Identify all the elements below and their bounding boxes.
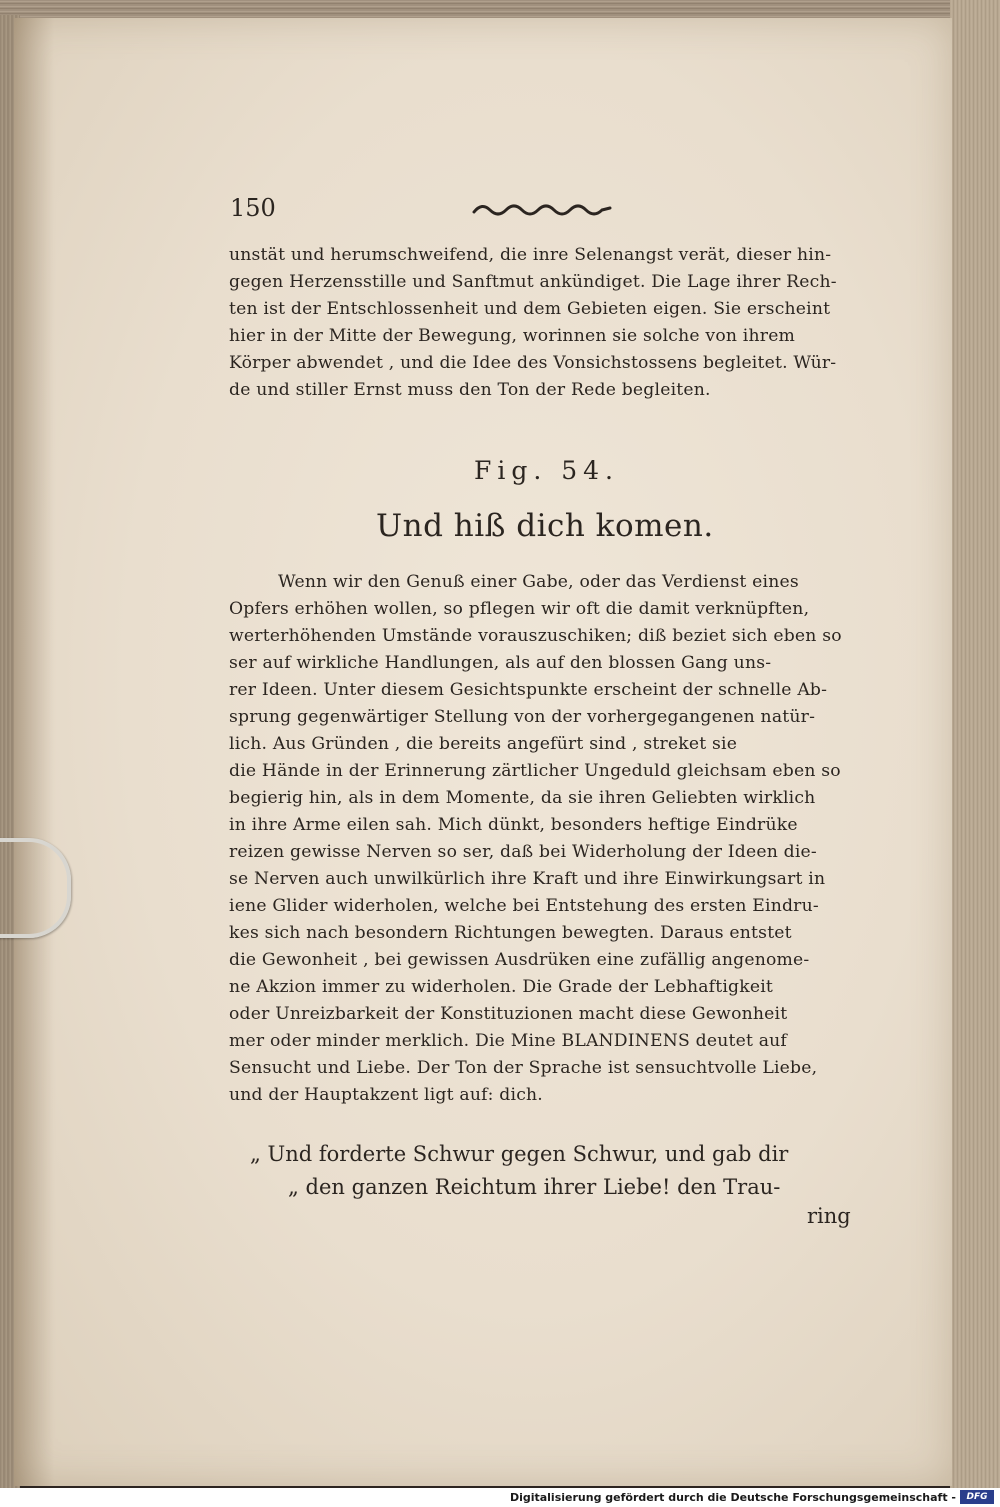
body-text-line-19: Sensucht und Liebe. Der Ton der Sprache ist sensuchtvolle Liebe,	[229, 1058, 818, 1078]
body-text-line-15: die Gewonheit , bei gewissen Ausdrüken eine zufällig angenome-	[229, 950, 810, 970]
body-text-line-4: ser auf wirkliche Handlungen, als auf den blossen Gang uns-	[229, 653, 772, 673]
top-text-line-3: ten ist der Entschlossenheit und dem Gebieten eigen. Sie erscheint	[229, 299, 831, 319]
top-text-line-2: gegen Herzensstille und Sanftmut ankündiget. Die Lage ihrer Rech-	[229, 272, 837, 292]
body-text-line-7: lich. Aus Gründen , die bereits angefürt sind , streket sie	[229, 734, 738, 754]
page-number: 150	[230, 194, 276, 222]
top-text-line-1: unstät und herumschweifend, die inre Selenangst verät, dieser hin-	[229, 245, 832, 265]
top-text-line-4: hier in der Mitte der Bewegung, worinnen sie solche von ihrem	[229, 326, 796, 346]
body-text-line-3: werterhöhenden Umstände vorauszuschiken; diß beziet sich eben so	[229, 626, 842, 646]
wave-ornament-icon	[472, 198, 612, 222]
body-text-line-8: die Hände in der Erinnerung zärtlicher Ungeduld gleichsam eben so	[229, 761, 841, 781]
body-text-line-17: oder Unreizbarkeit der Konstituzionen macht diese Gewonheit	[229, 1004, 788, 1024]
body-text-line-10: in ihre Arme eilen sah. Mich dünkt, besonders heftige Eindrüke	[229, 815, 798, 835]
section-heading: Und hiß dich komen.	[376, 508, 714, 544]
top-text-line-6: de und stiller Ernst muss den Ton der Rede begleiten.	[229, 380, 711, 400]
body-text-line-14: kes sich nach besondern Richtungen bewegten. Daraus entstet	[229, 923, 792, 943]
body-text-line-12: se Nerven auch unwilkürlich ihre Kraft und ihre Einwirkungsart in	[229, 869, 826, 889]
figure-label: Fig. 54.	[474, 456, 619, 485]
body-text-line-5: rer Ideen. Unter diesem Gesichtspunkte erscheint der schnelle Ab-	[229, 680, 828, 700]
page-gutter-shadow	[14, 18, 54, 1486]
body-text-line-9: begierig hin, als in dem Momente, da sie ihren Geliebten wirklich	[229, 788, 816, 808]
digitization-credit: Digitalisierung gefördert durch die Deutsche Forschungsgemeinschaft -	[509, 1491, 956, 1504]
right-page-stack	[950, 0, 1000, 1490]
body-text-line-13: iene Glider widerholen, welche bei Entstehung des ersten Eindru-	[229, 896, 819, 916]
body-text-line-11: reizen gewisse Nerven so ser, daß bei Widerholung der Ideen die-	[229, 842, 817, 862]
verse-line-1: „ Und forderte Schwur gegen Schwur, und gab dir	[250, 1142, 789, 1166]
body-text-line-20: und der Hauptakzent ligt auf: dich.	[229, 1085, 543, 1105]
body-text-line-16: ne Akzion immer zu widerholen. Die Grade der Lebhaftigkeit	[229, 977, 774, 997]
body-text-line-2: Opfers erhöhen wollen, so pflegen wir oft die damit verknüpften,	[229, 599, 810, 619]
body-text-line-6: sprung gegenwärtiger Stellung von der vorhergegangenen natür-	[229, 707, 816, 727]
top-text-line-5: Körper abwendet , und die Idee des Vonsichstossens begleitet. Wür-	[229, 353, 837, 373]
paper-clip	[0, 838, 71, 938]
body-text-line-18: mer oder minder merklich. Die Mine BLANDINENS deutet auf	[229, 1031, 787, 1051]
verse-line-3: ring	[807, 1204, 851, 1228]
verse-line-2: „ den ganzen Reichtum ihrer Liebe! den Trau-	[288, 1175, 781, 1199]
dfg-logo: DFG	[960, 1490, 994, 1504]
body-text-line-1: Wenn wir den Genuß einer Gabe, oder das Verdienst eines	[278, 572, 799, 592]
